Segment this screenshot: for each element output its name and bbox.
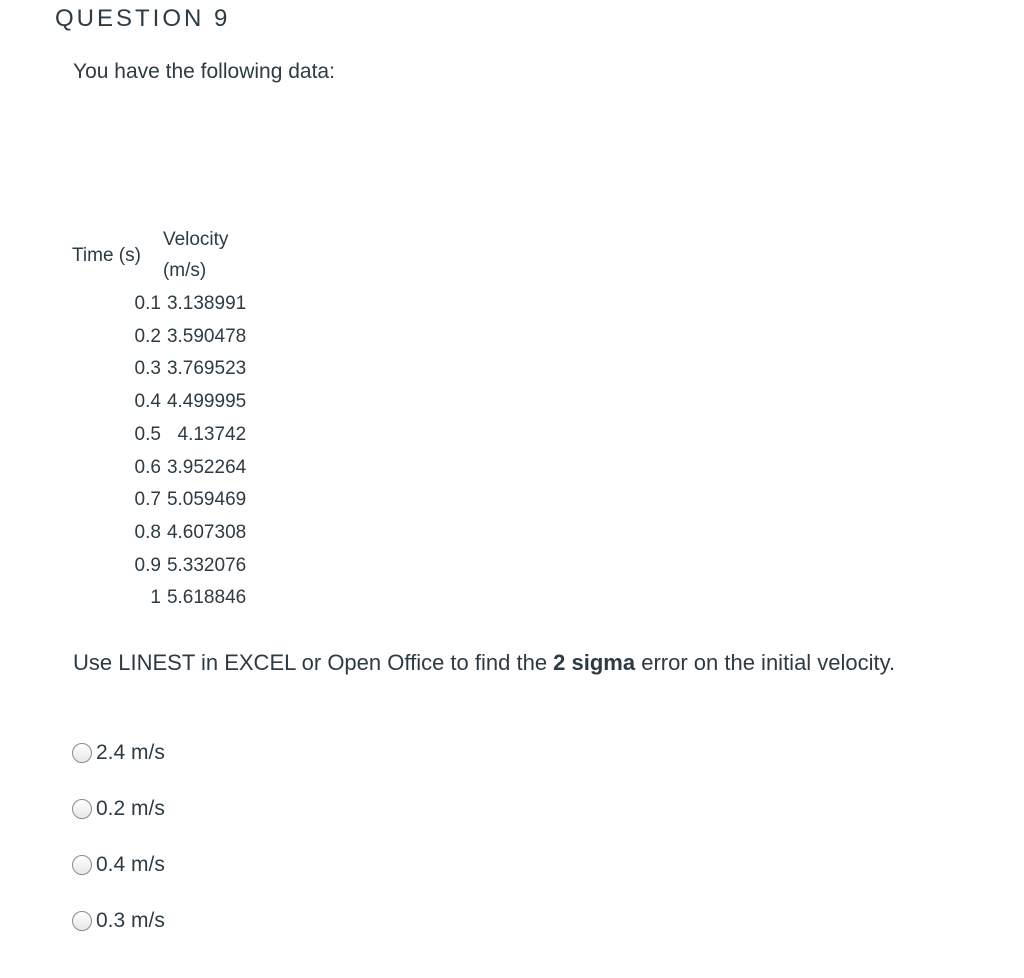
velocity-column-header: [161, 222, 248, 288]
velocity-header-line1: Velocity: [162, 229, 229, 250]
radio-unselected-icon[interactable]: [72, 855, 92, 875]
answer-label[interactable]: 0.4 m/s: [96, 853, 165, 876]
radio-unselected-icon[interactable]: [72, 911, 92, 931]
velocity-cell: 3.769523: [166, 358, 247, 380]
table-row: [70, 550, 248, 583]
velocity-cell: 3.138991: [166, 293, 247, 314]
velocity-cell: 5.059469: [166, 489, 247, 511]
question-intro: You have the following data:: [73, 60, 335, 83]
prompt-text-before: Use LINEST in EXCEL or Open Office to find the: [73, 650, 554, 675]
table-row: [70, 452, 248, 485]
time-cell: 0.8: [134, 521, 161, 543]
time-cell: 0.4: [134, 391, 161, 413]
velocity-cell: 5.332076: [166, 554, 247, 576]
radio-unselected-icon[interactable]: [72, 799, 92, 819]
table-row: [70, 582, 248, 615]
question-prompt: [73, 650, 895, 676]
table-row: [70, 288, 248, 321]
answer-label[interactable]: 0.3 m/s: [96, 909, 165, 932]
table-body: [70, 288, 248, 615]
time-cell: 0.3: [134, 358, 161, 380]
table-row: [70, 484, 248, 517]
data-table: [70, 222, 248, 615]
time-cell: 0.5: [134, 423, 161, 445]
time-cell: 0.6: [134, 456, 161, 478]
table-row: [70, 353, 248, 386]
table-row: [70, 517, 248, 550]
velocity-cell: 3.952264: [166, 456, 247, 478]
question-title: QUESTION 9: [55, 5, 231, 32]
time-cell: 0.2: [134, 325, 161, 347]
answer-option[interactable]: [72, 903, 165, 939]
time-cell: 1: [150, 587, 161, 609]
table-row: [70, 386, 248, 419]
velocity-cell: 4.499995: [166, 391, 247, 413]
answer-label[interactable]: 2.4 m/s: [96, 741, 165, 764]
radio-unselected-icon[interactable]: [72, 743, 92, 763]
velocity-header-line2: (m/s): [162, 260, 207, 281]
velocity-cell: 3.590478: [166, 325, 247, 347]
table-row: [70, 321, 248, 354]
answer-label[interactable]: 0.2 m/s: [96, 797, 165, 820]
table-header-row: [70, 222, 248, 288]
time-cell: 0.1: [134, 293, 161, 314]
velocity-cell: 5.618846: [166, 587, 247, 609]
time-column-header: Time (s): [72, 244, 141, 266]
table-row: [70, 419, 248, 452]
velocity-cell: 4.607308: [166, 521, 247, 543]
time-cell: 0.9: [134, 554, 161, 576]
answer-option[interactable]: [72, 791, 165, 827]
answer-option[interactable]: [72, 847, 165, 883]
prompt-text-after: error on the initial velocity.: [635, 650, 896, 675]
answer-option[interactable]: [72, 735, 165, 771]
prompt-text-bold: 2 sigma: [553, 650, 636, 675]
velocity-cell: 4.13742: [177, 423, 247, 445]
time-cell: 0.7: [134, 489, 161, 511]
